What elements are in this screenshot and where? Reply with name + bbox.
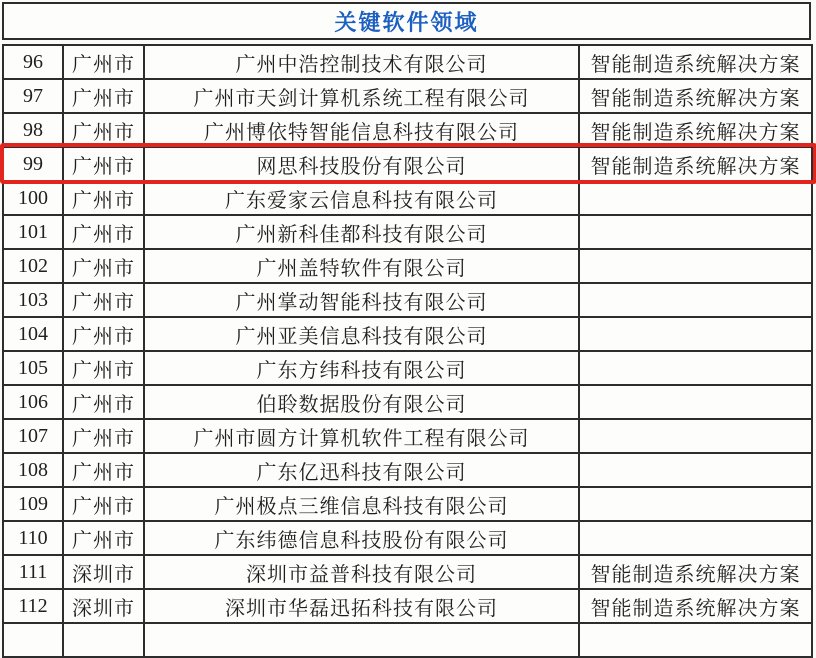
cell-company-name: 广州亚美信息科技有限公司: [144, 317, 579, 351]
cell-solution: [579, 521, 812, 555]
table-title: 关键软件领域: [334, 9, 479, 35]
cell-company-name: 广东爱家云信息科技有限公司: [144, 181, 579, 215]
cell-city: 广州市: [63, 487, 144, 521]
cell-solution: [579, 453, 812, 487]
cell-city: 广州市: [63, 79, 144, 113]
cell-row-number: 111: [3, 555, 63, 589]
cell-city: 广州市: [63, 249, 144, 283]
cell-solution: [579, 215, 812, 249]
cell-solution: [579, 487, 812, 521]
cell-city: 广州市: [63, 181, 144, 215]
table-row: [3, 623, 812, 657]
table-row: [3, 317, 812, 351]
cell-row-number: [3, 623, 63, 657]
cell-company-name: 广州博依特智能信息科技有限公司: [144, 113, 579, 147]
cell-solution: 智能制造系统解决方案: [579, 79, 812, 113]
cell-company-name: 深圳市益普科技有限公司: [144, 555, 579, 589]
cell-city: [63, 623, 144, 657]
cell-city: 广州市: [63, 385, 144, 419]
table-wrap: [2, 44, 816, 658]
table-row: [3, 147, 812, 181]
cell-row-number: 98: [3, 113, 63, 147]
table-row: [3, 113, 812, 147]
cell-company-name: 广东纬德信息科技股份有限公司: [144, 521, 579, 555]
cell-city: 广州市: [63, 317, 144, 351]
cell-solution: 智能制造系统解决方案: [579, 589, 812, 623]
table-row: [3, 385, 812, 419]
table-row: [3, 215, 812, 249]
cell-solution: 智能制造系统解决方案: [579, 45, 812, 79]
cell-company-name: 伯聆数据股份有限公司: [144, 385, 579, 419]
table-row: [3, 79, 812, 113]
cell-row-number: 110: [3, 521, 63, 555]
cell-solution: [579, 317, 812, 351]
table-title-bar: [2, 2, 811, 40]
cell-row-number: 97: [3, 79, 63, 113]
cell-company-name: 广州市圆方计算机软件工程有限公司: [144, 419, 579, 453]
cell-row-number: 96: [3, 45, 63, 79]
table-row: [3, 181, 812, 215]
cell-city: 广州市: [63, 453, 144, 487]
cell-city: 广州市: [63, 215, 144, 249]
cell-company-name: 网思科技股份有限公司: [144, 147, 579, 181]
cell-company-name: 广州中浩控制技术有限公司: [144, 45, 579, 79]
cell-row-number: 99: [3, 147, 63, 181]
cell-company-name: 广东亿迅科技有限公司: [144, 453, 579, 487]
cell-row-number: 101: [3, 215, 63, 249]
cell-company-name: [144, 623, 579, 657]
cell-solution: 智能制造系统解决方案: [579, 555, 812, 589]
cell-solution: 智能制造系统解决方案: [579, 147, 812, 181]
cell-company-name: 广州新科佳都科技有限公司: [144, 215, 579, 249]
cell-row-number: 109: [3, 487, 63, 521]
cell-row-number: 108: [3, 453, 63, 487]
cell-city: 广州市: [63, 521, 144, 555]
cell-row-number: 100: [3, 181, 63, 215]
cell-solution: [579, 351, 812, 385]
cell-solution: [579, 283, 812, 317]
cell-solution: [579, 623, 812, 657]
table-row: [3, 351, 812, 385]
cell-company-name: 广州市天剑计算机系统工程有限公司: [144, 79, 579, 113]
table-row: [3, 521, 812, 555]
cell-city: 广州市: [63, 113, 144, 147]
cell-city: 深圳市: [63, 555, 144, 589]
companies-table: [2, 44, 813, 658]
cell-company-name: 广州盖特软件有限公司: [144, 249, 579, 283]
cell-row-number: 102: [3, 249, 63, 283]
cell-company-name: 深圳市华磊迅拓科技有限公司: [144, 589, 579, 623]
cell-city: 广州市: [63, 283, 144, 317]
table-row: [3, 589, 812, 623]
table-row: [3, 487, 812, 521]
cell-solution: [579, 181, 812, 215]
table-body: [3, 45, 812, 657]
cell-solution: [579, 249, 812, 283]
cell-company-name: 广州极点三维信息科技有限公司: [144, 487, 579, 521]
cell-row-number: 105: [3, 351, 63, 385]
table-row: [3, 419, 812, 453]
cell-city: 广州市: [63, 351, 144, 385]
table-row: [3, 249, 812, 283]
cell-solution: [579, 419, 812, 453]
cell-city: 深圳市: [63, 589, 144, 623]
cell-company-name: 广东方纬科技有限公司: [144, 351, 579, 385]
cell-company-name: 广州掌动智能科技有限公司: [144, 283, 579, 317]
cell-city: 广州市: [63, 147, 144, 181]
cell-solution: 智能制造系统解决方案: [579, 113, 812, 147]
table-row: [3, 453, 812, 487]
table-row: [3, 45, 812, 79]
cell-row-number: 107: [3, 419, 63, 453]
cell-solution: [579, 385, 812, 419]
cell-row-number: 106: [3, 385, 63, 419]
cell-city: 广州市: [63, 45, 144, 79]
cell-city: 广州市: [63, 419, 144, 453]
table-row: [3, 555, 812, 589]
cell-row-number: 104: [3, 317, 63, 351]
cell-row-number: 112: [3, 589, 63, 623]
table-row: [3, 283, 812, 317]
cell-row-number: 103: [3, 283, 63, 317]
